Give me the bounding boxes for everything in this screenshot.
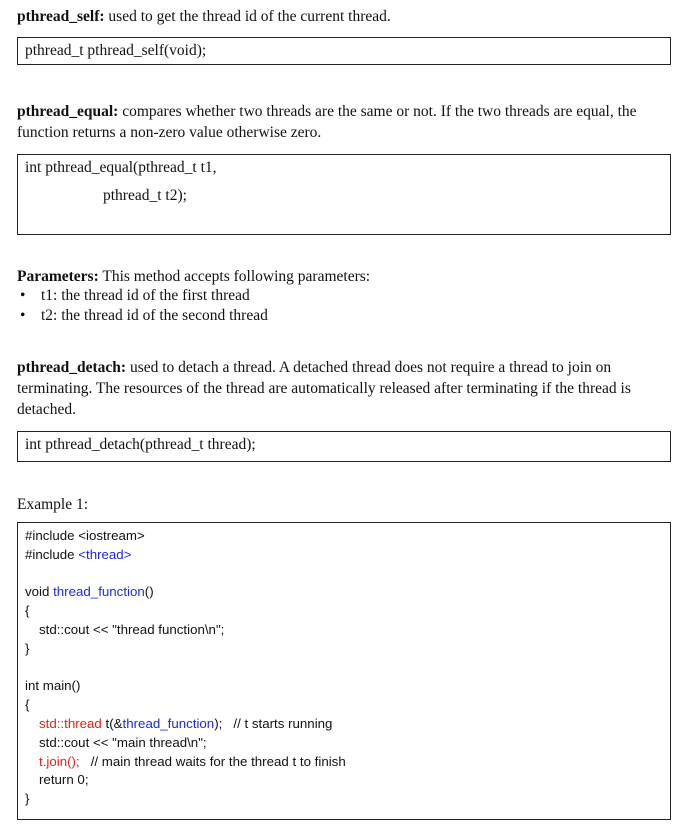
code-token-thread-header: <thread> [78, 546, 132, 562]
code-token-join-comment: // main thread waits for the thread t to finish [79, 753, 346, 769]
code-token-join: t.join(); [39, 753, 80, 769]
code-token-thread-comment: ); // t starts running [214, 715, 333, 731]
code-token-std-thread: std::thread [39, 715, 102, 731]
pthread-self-term: pthread_self: [17, 8, 105, 25]
pthread-detach-term: pthread_detach: [17, 359, 127, 376]
list-item [17, 286, 268, 306]
pthread-detach-signature: int pthread_detach(pthread_t thread); [25, 436, 256, 453]
code-line-main-signature: int main() [25, 678, 81, 694]
bullet-icon: • [20, 287, 26, 304]
pthread-equal-signature-line1: int pthread_equal(pthread_t t1, [25, 159, 217, 176]
pthread-equal-signature-line2: pthread_t t2); [103, 187, 187, 204]
parameters-heading [17, 266, 667, 287]
pthread-detach-description [17, 357, 667, 420]
code-block [17, 522, 671, 820]
bullet-icon: • [20, 307, 26, 324]
code-token-void: void [25, 584, 54, 600]
pthread-equal-text: compares whether two threads are the same or not. If the two threads are equal, the function returns a non-zero value otherwise zero. [17, 103, 637, 141]
pthread-equal-term: pthread_equal: [17, 103, 119, 120]
code-line-include-iostream: #include <iostream> [25, 528, 145, 543]
code-token-include: #include [25, 546, 79, 562]
pthread-equal-description [17, 101, 667, 143]
code-line-blank [25, 565, 663, 584]
pthread-self-signature-box [17, 37, 671, 65]
example-heading: Example 1: [17, 496, 89, 513]
code-token-thread-arg: thread_function [122, 715, 215, 731]
code-line-blank [25, 659, 663, 678]
list-item [17, 306, 268, 326]
code-line-cout-main-thread: std::cout << "main thread\n"; [39, 734, 207, 750]
code-line-open-brace: { [25, 697, 30, 713]
pthread-detach-signature-box [17, 431, 671, 462]
code-token-thread-var: t(& [101, 715, 123, 731]
parameter-t1: t1: the thread id of the first thread [41, 287, 250, 304]
pthread-self-signature: pthread_t pthread_self(void); [25, 42, 207, 59]
code-line-cout-thread-function: std::cout << "thread function\n"; [39, 621, 225, 637]
pthread-self-description [17, 6, 667, 27]
code-token-function-name: thread_function [53, 584, 145, 600]
code-line-return: return 0; [39, 772, 89, 788]
parameter-t2: t2: the thread id of the second thread [41, 307, 268, 324]
pthread-equal-signature-box [17, 154, 671, 235]
code-line-include-thread [25, 546, 663, 565]
code-token-parens: () [144, 584, 154, 600]
pthread-detach-text: used to detach a thread. A detached thread does not require a thread to join on terminating. The resources of the thread are automatically released after terminating if the thread is detached. [17, 359, 631, 418]
code-line-open-brace: { [25, 603, 30, 619]
code-line-close-brace: } [25, 791, 30, 807]
code-line-function-signature [25, 583, 663, 602]
parameters-text: This method accepts following parameters: [98, 268, 371, 285]
pthread-self-text: used to get the thread id of the current thread. [104, 8, 391, 25]
parameters-list [17, 286, 268, 326]
parameters-term: Parameters: [17, 268, 99, 285]
code-line-close-brace: } [25, 640, 30, 656]
code-line-join [25, 753, 663, 772]
code-line-thread-create [25, 715, 663, 734]
